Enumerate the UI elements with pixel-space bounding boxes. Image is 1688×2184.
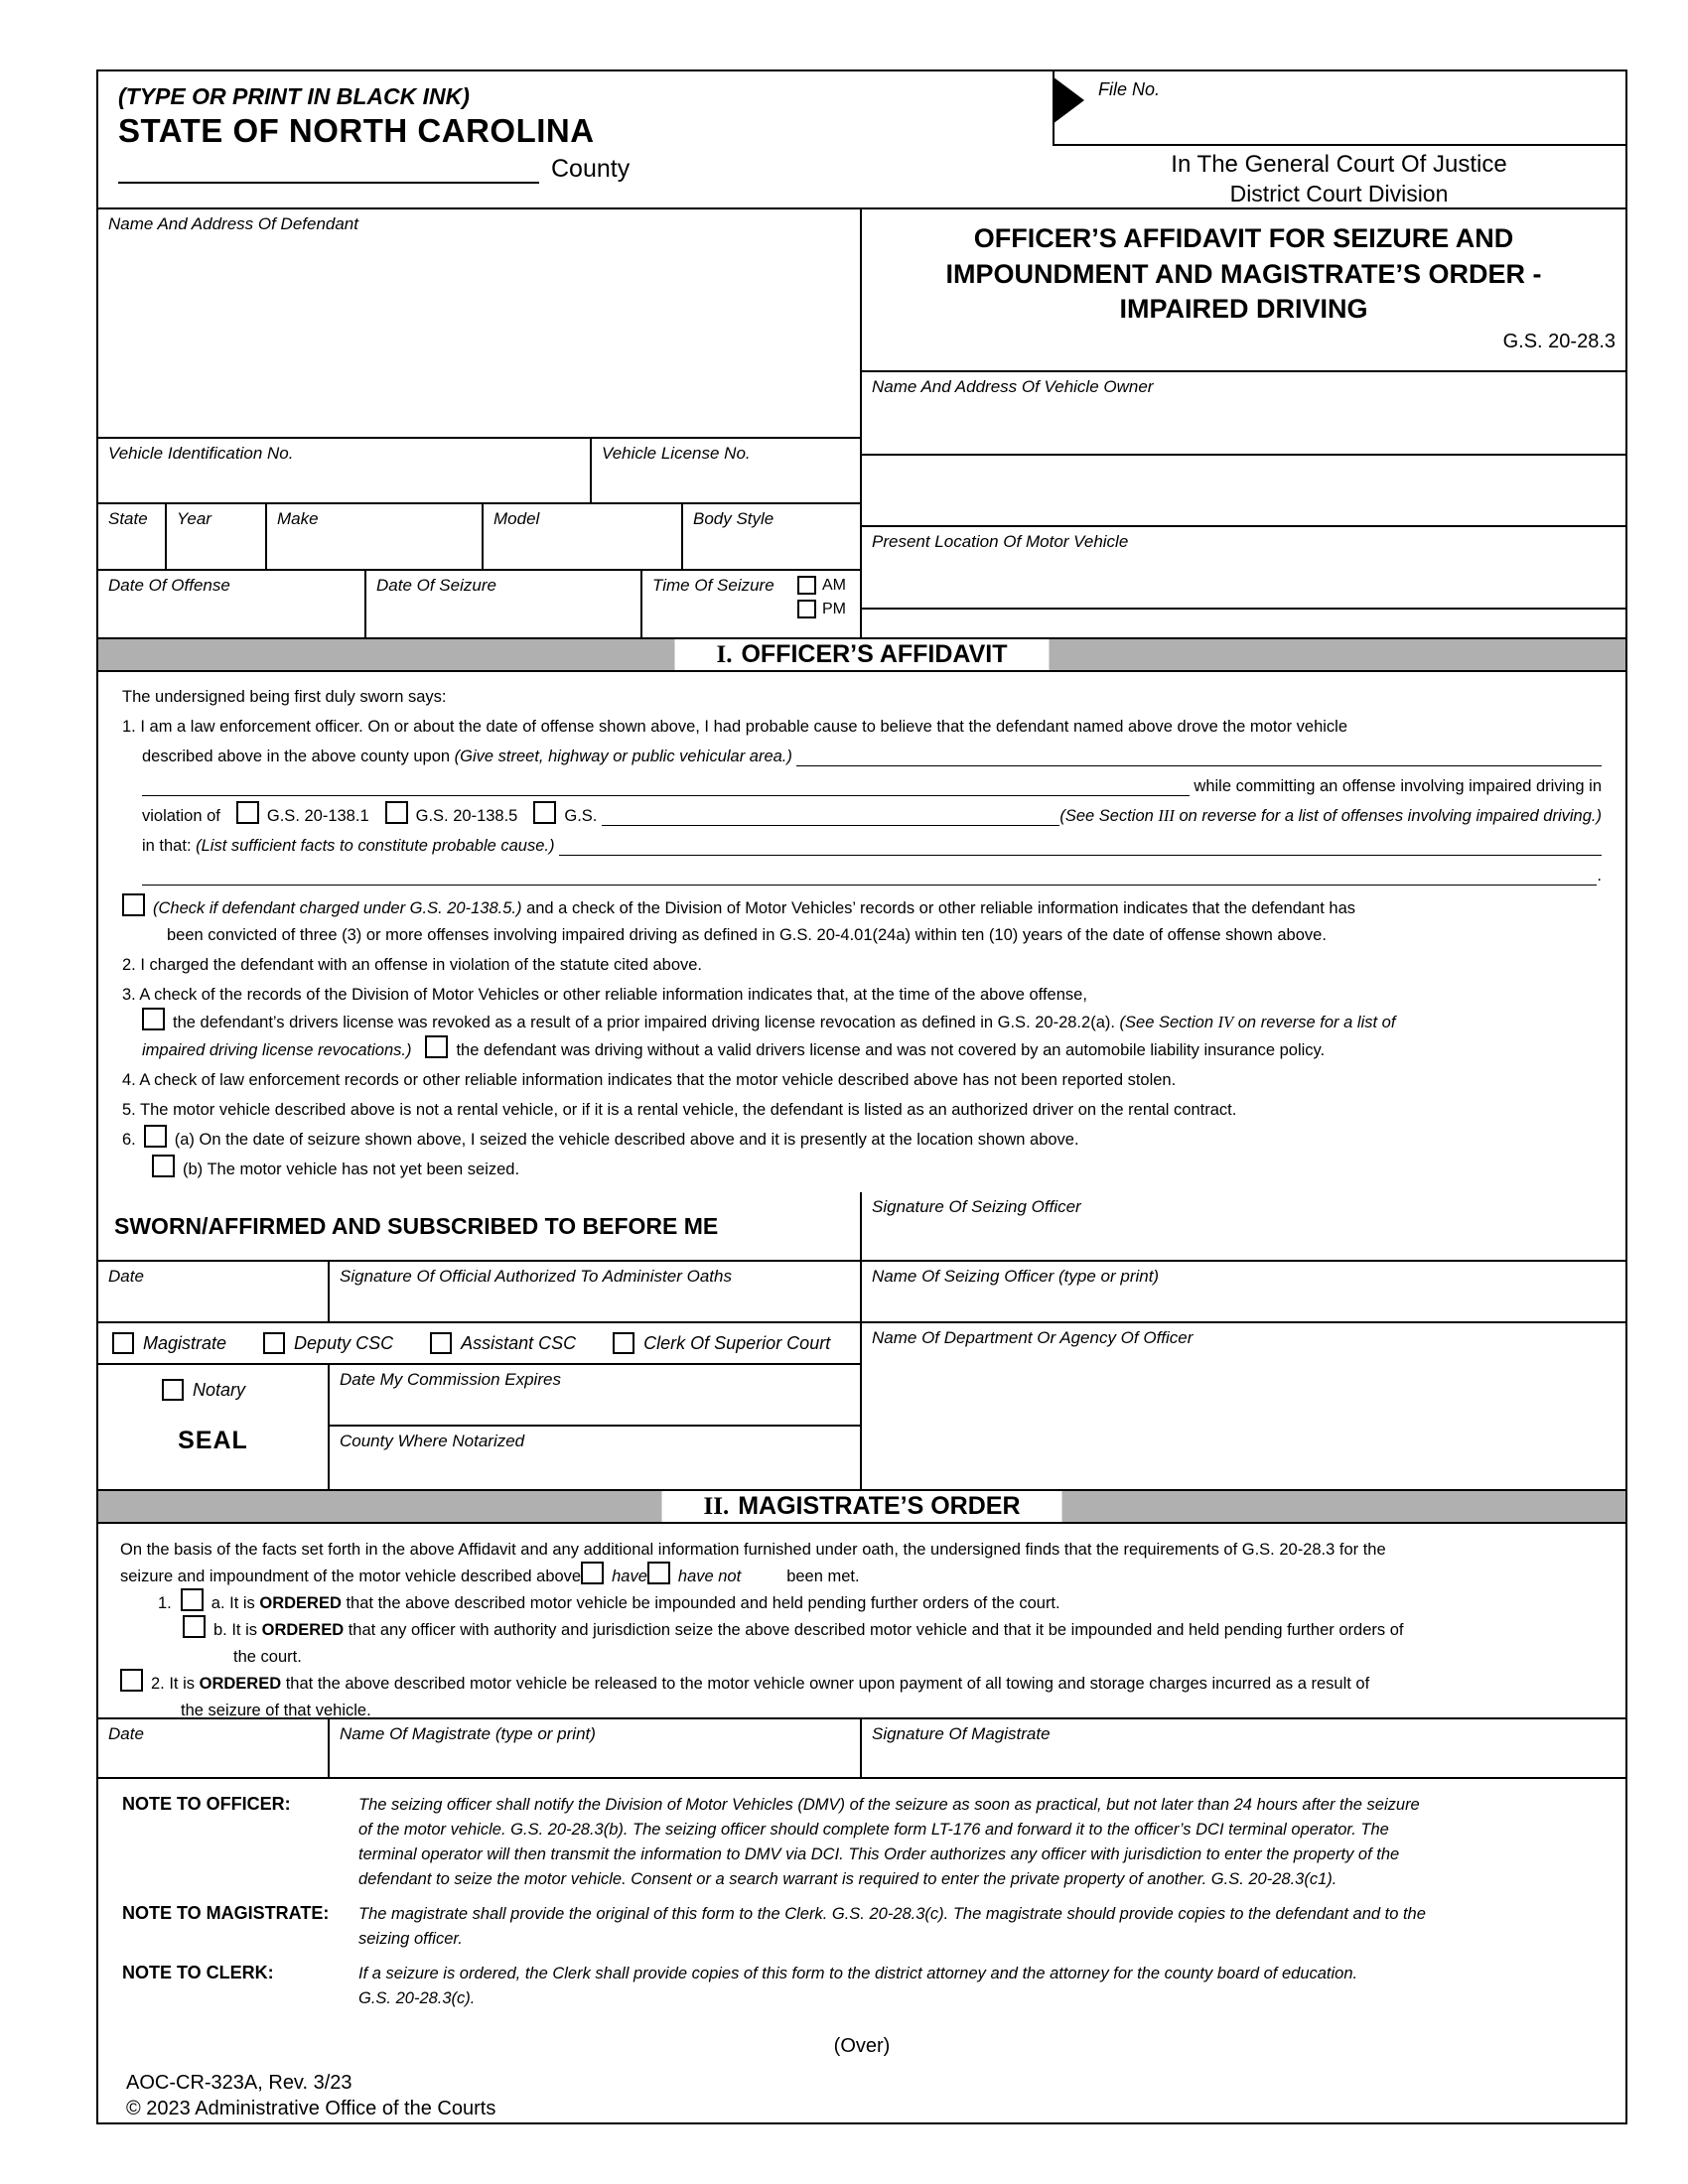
notary-detail-column <box>330 1365 860 1489</box>
date-of-seizure-label: Date Of Seizure <box>376 576 496 595</box>
form-number: AOC-CR-323A, Rev. 3/23 <box>126 2072 352 2094</box>
section-2-title <box>662 1491 1062 1522</box>
note-officer-line3: terminal operator will then transmit the information to DMV via DCI. This Order authorizes any officer with jurisdiction to enter the property of the <box>358 1845 1400 1863</box>
form-title-line1: OFFICER’S AFFIDAVIT FOR SEIZURE AND <box>973 223 1514 253</box>
order-intro-line2 <box>120 1561 1604 1586</box>
note-to-officer <box>122 1793 1616 1892</box>
affidavit-intro-text: The undersigned being first duly sworn says: <box>122 688 447 706</box>
violation-of-label: violation of <box>142 807 220 825</box>
defendant-name-address-field[interactable] <box>98 209 860 439</box>
oath-date-label: Date <box>108 1267 144 1286</box>
pm-label: PM <box>822 600 846 617</box>
order-1a-line <box>120 1587 1604 1613</box>
form-title <box>862 221 1625 328</box>
note-to-clerk-text <box>358 1962 1616 2011</box>
habitual-dwi-checkbox[interactable] <box>122 893 145 916</box>
section-1-numeral: I. <box>716 640 733 668</box>
item1-street-hint: (Give street, highway or public vehicular area.) <box>454 748 797 765</box>
item3-text1: 3. A check of the records of the Division of Motor Vehicles or other reliable information indicates that, at the time of the above offense, <box>122 986 1087 1004</box>
item5-text: 5. The motor vehicle described above is not a rental vehicle, or if it is a rental vehicle, the defendant is listed as an authorized driver on the rental contract. <box>122 1101 1237 1119</box>
magistrate-date-field[interactable] <box>98 1719 330 1777</box>
deputy-csc-checkbox[interactable] <box>263 1332 285 1354</box>
order-1b-cont: the court. <box>233 1648 302 1666</box>
header-right <box>1053 71 1625 207</box>
seal-label: SEAL <box>178 1427 248 1454</box>
item1-cause-line2 <box>122 859 1602 886</box>
see-section-4-pre: (See Section <box>1119 1014 1218 1031</box>
item1-line1-text: 1. I am a law enforcement officer. On or about the date of offense shown above, I had probable cause to believe that the defendant named above drove the motor vehicle <box>122 718 1348 736</box>
order-2-cont: the seizure of that vehicle. <box>181 1702 371 1717</box>
year-label: Year <box>177 509 211 528</box>
note-clerk-line2: G.S. 20-28.3(c). <box>358 1989 476 2007</box>
date-of-offense-field[interactable] <box>98 571 366 637</box>
date-of-seizure-field[interactable] <box>366 571 642 637</box>
caption-grid <box>98 209 1625 637</box>
vehicle-location-field[interactable] <box>862 527 1625 637</box>
notes-section <box>98 1779 1625 2011</box>
form-aoc-cr-323a <box>96 69 1627 2124</box>
file-no-arrow-icon <box>1053 76 1084 124</box>
item6a-line <box>122 1123 1602 1150</box>
gs-20-138-1-label: G.S. 20-138.1 <box>266 807 369 825</box>
order-1a-checkbox[interactable] <box>181 1588 204 1611</box>
order-intro-text2: seizure and impoundment of the motor vehicle described above <box>120 1568 582 1585</box>
type-or-print-note: (TYPE OR PRINT IN BLACK INK) <box>118 83 470 109</box>
assistant-csc-option-label: Assistant CSC <box>461 1332 577 1353</box>
been-met-text: been met. <box>786 1568 860 1585</box>
county-input-line[interactable] <box>118 158 539 184</box>
vin-row <box>98 439 860 504</box>
item2-line <box>122 948 1602 975</box>
street-area-line-2[interactable] <box>142 774 1190 796</box>
magistrate-name-field[interactable] <box>330 1719 862 1777</box>
order-2-checkbox[interactable] <box>120 1669 143 1692</box>
vehicle-location-label: Present Location Of Motor Vehicle <box>872 532 1129 551</box>
section-2-heading: MAGISTRATE’S ORDER <box>738 1492 1021 1520</box>
note-officer-line2: of the motor vehicle. G.S. 20-28.3(b). The seizing officer should complete form LT-176 and forward it to the officer’s DCI terminal operator. The <box>358 1821 1389 1839</box>
item4-text: 4. A check of law enforcement records or other reliable information indicates that the motor vehicle described above has not been reported stolen. <box>122 1071 1177 1089</box>
item5-line <box>122 1093 1602 1120</box>
county-row <box>118 155 1053 184</box>
section-1-title <box>674 639 1049 670</box>
assistant-csc-option <box>430 1332 576 1354</box>
file-no-field[interactable] <box>1053 71 1625 146</box>
vin-label: Vehicle Identification No. <box>108 444 294 463</box>
license-revoked-checkbox[interactable] <box>142 1008 165 1030</box>
statute-reference: G.S. 20-28.3 <box>1502 330 1616 352</box>
county-notarized-label: County Where Notarized <box>340 1432 525 1450</box>
am-checkbox[interactable] <box>797 576 816 595</box>
notary-option-label: Notary <box>193 1379 246 1400</box>
commission-expires-field[interactable] <box>330 1365 860 1427</box>
county-notarized-field[interactable] <box>330 1427 860 1489</box>
state-label: State <box>108 509 148 528</box>
clerk-superior-court-option-label: Clerk Of Superior Court <box>643 1332 831 1353</box>
section-2-bar <box>98 1489 1625 1524</box>
item3-cb1-text: the defendant’s drivers license was revoked as a result of a prior impaired driving license revocation as defined in G.S. 20-28.2(a). <box>173 1014 1120 1031</box>
item4-line <box>122 1063 1602 1090</box>
deputy-csc-option <box>263 1332 393 1354</box>
probable-cause-line-2[interactable] <box>142 864 1597 886</box>
habitual-check-text1: and a check of the Division of Motor Vehicles’ records or other reliable information indicates that the defendant has <box>521 899 1356 917</box>
magistrate-option-label: Magistrate <box>143 1332 227 1353</box>
item3-line3 <box>122 1035 1602 1060</box>
magistrate-signature-field[interactable] <box>862 1719 1625 1777</box>
order-1a-pre: a. It is <box>211 1594 260 1612</box>
see-section-3-pre: (See Section <box>1059 807 1159 825</box>
magistrate-checkbox[interactable] <box>112 1332 134 1354</box>
note-to-clerk-label: NOTE TO CLERK: <box>122 1963 274 1982</box>
am-label: AM <box>822 576 846 594</box>
inthat-text: in that: <box>142 837 197 855</box>
sworn-left-column <box>98 1192 862 1489</box>
official-signature-field[interactable] <box>330 1262 860 1321</box>
item1-line2 <box>122 740 1602 766</box>
gs-20-138-1-checkbox[interactable] <box>236 801 259 824</box>
county-label: County <box>551 155 631 183</box>
habitual-check-line2 <box>122 921 1602 945</box>
sworn-date-row <box>98 1262 860 1323</box>
item1-line3 <box>122 769 1602 796</box>
section-1-heading: OFFICER’S AFFIDAVIT <box>741 640 1008 668</box>
note-to-magistrate-label: NOTE TO MAGISTRATE: <box>122 1903 330 1923</box>
item6a-text: (a) On the date of seizure shown above, I seized the vehicle described above and it is presently at the location shown above. <box>174 1131 1079 1149</box>
magistrate-signature-row <box>98 1717 1625 1779</box>
vehicle-not-seized-checkbox[interactable] <box>152 1155 175 1177</box>
magistrate-signature-label: Signature Of Magistrate <box>872 1724 1051 1743</box>
item2-text: 2. I charged the defendant with an offense in violation of the statute cited above. <box>122 956 703 974</box>
item3-cb2-text: the defendant was driving without a valid drivers license and was not covered by an automobile liability insurance policy. <box>456 1041 1326 1059</box>
am-pm-group <box>797 571 860 637</box>
order-1b-post: that any officer with authority and jurisdiction seize the above described motor vehicle and that it be impounded and held pending further orders of <box>344 1621 1404 1639</box>
vehicle-identification-field[interactable] <box>98 439 592 502</box>
seizing-officer-name-field[interactable] <box>862 1262 1625 1323</box>
department-agency-field[interactable] <box>862 1323 1625 1489</box>
gs-other-checkbox[interactable] <box>533 801 556 824</box>
see-section-4-post: on reverse for a list of <box>1233 1014 1396 1031</box>
habitual-check-line1 <box>122 893 1602 918</box>
inthat-hint: (List sufficient facts to constitute probable cause.) <box>196 837 560 855</box>
date-of-offense-label: Date Of Offense <box>108 576 230 595</box>
owner-write-line[interactable] <box>862 454 1625 456</box>
notary-checkbox[interactable] <box>162 1379 184 1401</box>
order-2-pre: 2. It is <box>151 1675 200 1693</box>
notary-option <box>98 1365 328 1401</box>
order-2-ordered: ORDERED <box>199 1675 282 1693</box>
item6-number: 6. <box>122 1131 136 1149</box>
vehicle-owner-field[interactable] <box>862 372 1625 527</box>
order-1b-checkbox[interactable] <box>183 1615 206 1638</box>
item1-violation-line <box>122 799 1602 826</box>
note-officer-line4: defendant to seize the motor vehicle. Consent or a search warrant is required to enter the private property of another. G.S. 20-28.3(c1). <box>358 1870 1337 1888</box>
state-field[interactable] <box>98 504 167 569</box>
have-not-checkbox[interactable] <box>647 1562 670 1584</box>
order-1a-post: that the above described motor vehicle be impounded and held pending further orders of the court. <box>341 1594 1060 1612</box>
over-indicator: (Over) <box>833 2035 891 2057</box>
seizing-officer-name-label: Name Of Seizing Officer (type or print) <box>872 1267 1160 1286</box>
copyright-line: © 2023 Administrative Office of the Courts <box>126 2098 496 2119</box>
magistrate-name-label: Name Of Magistrate (type or print) <box>340 1724 596 1743</box>
model-field[interactable] <box>484 504 683 569</box>
deputy-csc-option-label: Deputy CSC <box>294 1332 394 1353</box>
make-field[interactable] <box>267 504 484 569</box>
item3-line2 <box>122 1008 1602 1032</box>
form-header <box>98 71 1625 209</box>
location-write-line[interactable] <box>862 608 1625 610</box>
item3-line1 <box>122 978 1602 1005</box>
order-1b-ordered: ORDERED <box>261 1621 345 1639</box>
note-to-officer-text <box>358 1793 1616 1892</box>
order-1b-pre: b. It is <box>213 1621 262 1639</box>
time-of-seizure-label: Time Of Seizure <box>652 576 774 595</box>
habitual-check-text2: been convicted of three (3) or more offenses involving impaired driving as defined in G.S. 20-4.01(24a) within ten (10) years of the date of offense shown above. <box>167 926 1327 944</box>
court-line-1: In The General Court Of Justice <box>1171 151 1507 178</box>
order-2-cont-line <box>120 1695 1604 1717</box>
gs-20-138-5-checkbox[interactable] <box>385 801 408 824</box>
order-1-number: 1. <box>158 1594 172 1612</box>
magistrate-order-body <box>98 1524 1625 1717</box>
sworn-section <box>98 1192 1625 1489</box>
make-label: Make <box>277 509 319 528</box>
form-title-line2: IMPOUNDMENT AND MAGISTRATE’S ORDER - <box>945 258 1542 289</box>
magistrate-date-label: Date <box>108 1724 144 1743</box>
official-signature-label: Signature Of Official Authorized To Administer Oaths <box>340 1267 732 1286</box>
note-officer-line1: The seizing officer shall notify the Division of Motor Vehicles (DMV) of the seizure as soon as practical, but not later than 24 hours after the seizure <box>358 1796 1420 1814</box>
street-area-line-1[interactable] <box>796 745 1602 766</box>
vehicle-seized-checkbox[interactable] <box>144 1125 167 1148</box>
see-section-3-post: on reverse for a list of offenses involving impaired driving.) <box>1174 807 1602 825</box>
date-row <box>98 571 860 637</box>
notary-seal-cell <box>98 1365 330 1489</box>
department-agency-label: Name Of Department Or Agency Of Officer <box>872 1328 1194 1347</box>
note-to-magistrate <box>122 1902 1616 1952</box>
see-section-4-cont: impaired driving license revocations.) <box>142 1041 412 1059</box>
item6b-text: (b) The motor vehicle has not yet been seized. <box>183 1160 520 1178</box>
form-title-block <box>862 209 1625 372</box>
caption-right-column <box>862 209 1625 637</box>
have-checkbox[interactable] <box>581 1562 604 1584</box>
court-line-2: District Court Division <box>1229 181 1449 206</box>
note-magistrate-line1: The magistrate shall provide the original of this form to the Clerk. G.S. 20-28.3(c). The magistrate should provide copies to the defendant and to the <box>358 1905 1426 1923</box>
note-to-magistrate-text <box>358 1902 1616 1952</box>
model-label: Model <box>493 509 540 528</box>
habitual-check-hint: (Check if defendant charged under G.S. 20-138.5.) <box>153 899 522 917</box>
year-field[interactable] <box>167 504 267 569</box>
see-section-3-numeral: III <box>1158 806 1175 825</box>
vehicle-detail-row <box>98 504 860 571</box>
cause-line-period: . <box>1597 867 1602 885</box>
no-license-no-insurance-checkbox[interactable] <box>425 1035 448 1058</box>
vehicle-license-field[interactable] <box>592 439 860 502</box>
oath-date-field[interactable] <box>98 1262 330 1321</box>
have-not-label: have not <box>677 1568 742 1585</box>
vehicle-owner-label: Name And Address Of Vehicle Owner <box>872 377 1154 396</box>
note-magistrate-line2: seizing officer. <box>358 1930 463 1948</box>
body-style-label: Body Style <box>693 509 774 528</box>
clerk-superior-court-checkbox[interactable] <box>613 1332 634 1354</box>
have-label: have <box>612 1568 647 1585</box>
order-2-post: that the above described motor vehicle be released to the motor vehicle owner upon payment of all towing and storage charges incurred as a result of <box>281 1675 1370 1693</box>
file-no-label: File No. <box>1098 79 1161 99</box>
state-title: STATE OF NORTH CAROLINA <box>118 112 595 149</box>
defendant-label: Name And Address Of Defendant <box>108 214 358 233</box>
gs-other-input-line[interactable] <box>602 804 1059 826</box>
gs-other-label: G.S. <box>564 807 602 825</box>
magistrate-option <box>112 1332 226 1354</box>
order-intro-text1: On the basis of the facts set forth in the above Affidavit and any additional information furnished under oath, the undersigned finds that the requirements of G.S. 20-28.3 for the <box>120 1541 1386 1559</box>
officer-affidavit-body <box>98 672 1625 1192</box>
note-to-clerk <box>122 1962 1616 2011</box>
order-1a-ordered: ORDERED <box>259 1594 342 1612</box>
sworn-right-column <box>862 1192 1625 1489</box>
seizing-officer-signature-field[interactable] <box>862 1192 1625 1262</box>
item6b-line <box>122 1153 1602 1179</box>
item1-line3-text: while committing an offense involving impaired driving in <box>1189 777 1602 795</box>
section-2-numeral: II. <box>703 1492 730 1520</box>
pm-checkbox[interactable] <box>797 600 816 618</box>
item1-line2-text: described above in the above county upon <box>142 748 455 765</box>
see-section-4-numeral: IV <box>1217 1013 1234 1031</box>
order-intro-line1 <box>120 1534 1604 1560</box>
license-label: Vehicle License No. <box>602 444 751 463</box>
note-clerk-line1: If a seizure is ordered, the Clerk shall provide copies of this form to the district attorney and the attorney for the county board of education. <box>358 1965 1358 1982</box>
item1-line1 <box>122 710 1602 737</box>
seizing-officer-signature-label: Signature Of Seizing Officer <box>872 1197 1081 1216</box>
note-to-officer-label: NOTE TO OFFICER: <box>122 1794 291 1814</box>
order-1b-cont-line <box>120 1641 1604 1667</box>
time-of-seizure-field[interactable] <box>642 571 860 637</box>
caption-left-column <box>98 209 862 637</box>
section-1-bar <box>98 637 1625 672</box>
order-1b-line <box>120 1614 1604 1640</box>
form-title-line3: IMPAIRED DRIVING <box>1119 294 1368 325</box>
notary-region <box>98 1365 860 1489</box>
body-style-field[interactable] <box>683 504 860 569</box>
assistant-csc-checkbox[interactable] <box>430 1332 452 1354</box>
clerk-superior-court-option <box>613 1332 830 1354</box>
gs-20-138-5-label: G.S. 20-138.5 <box>415 807 518 825</box>
affidavit-intro <box>122 680 1602 707</box>
order-2-line <box>120 1668 1604 1694</box>
sworn-title: SWORN/AFFIRMED AND SUBSCRIBED TO BEFORE ME <box>98 1192 860 1262</box>
official-type-row <box>98 1323 860 1365</box>
item1-inthat-line <box>122 829 1602 856</box>
commission-expires-label: Date My Commission Expires <box>340 1370 561 1389</box>
header-left <box>98 71 1053 207</box>
probable-cause-line-1[interactable] <box>559 834 1602 856</box>
